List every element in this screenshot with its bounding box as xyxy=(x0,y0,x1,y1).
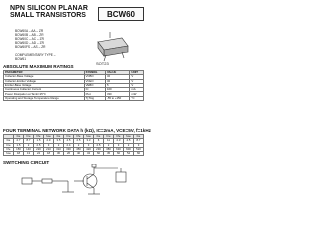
table-header-cell: hie xyxy=(14,135,24,139)
table-cell: 2.5 xyxy=(94,143,104,147)
table-cell: 1.5 xyxy=(34,139,44,143)
table-cell: 45 xyxy=(104,152,114,156)
table-cell: 26 xyxy=(64,152,74,156)
table-cell: hfe xyxy=(4,147,14,151)
table-cell: 60 xyxy=(114,152,124,156)
table-cell: 310 xyxy=(54,147,64,151)
abs-max-title: ABSOLUTE MAXIMUM RATINGS xyxy=(3,64,74,69)
table-cell: 4.5 xyxy=(64,139,74,143)
table-cell: Collector-Emitter Voltage xyxy=(4,79,85,83)
table-row xyxy=(4,96,144,100)
table-header-cell: UNIT xyxy=(130,71,144,75)
table-cell: VCBO xyxy=(84,75,105,79)
table-cell: V xyxy=(130,83,144,87)
table-cell: Collector-Base Voltage xyxy=(4,75,85,79)
variant-item: BCW60D – AD – ZR xyxy=(15,41,44,45)
table-cell: Power Dissipation at Tamb=25°C xyxy=(4,92,85,96)
variant-item: BCW60C – AC – ZR xyxy=(15,37,44,41)
table-cell: 4.5 xyxy=(124,139,134,143)
table-cell: hoe xyxy=(4,152,14,156)
table-cell: 1.5 xyxy=(14,143,24,147)
load-resistor-symbol xyxy=(92,164,96,167)
table-header-cell: hie xyxy=(94,135,104,139)
table-cell: hre xyxy=(4,143,14,147)
transistor-symbol xyxy=(83,174,97,188)
table-cell: 2.7 xyxy=(14,139,24,143)
table-header-cell: hre xyxy=(104,135,114,139)
table-cell: 32 xyxy=(105,79,129,83)
table-cell: 220 xyxy=(34,147,44,151)
table-cell: 520 xyxy=(134,147,144,151)
table-cell: 32 xyxy=(105,75,129,79)
table-cell: 3.3 xyxy=(84,139,94,143)
complementary-type: BCW61 xyxy=(15,57,26,61)
table-cell: 34 xyxy=(84,152,94,156)
table-cell: VCEO xyxy=(84,79,105,83)
table-cell: -55 to +150 xyxy=(105,96,129,100)
table-header-cell: VALUE xyxy=(105,71,129,75)
table-cell: Emitter-Base Voltage xyxy=(4,83,85,87)
part-number-badge: BCW60 xyxy=(98,7,144,21)
table-cell: 420 xyxy=(84,147,94,151)
table-cell: 2.3 xyxy=(114,139,124,143)
table-cell: hie xyxy=(4,139,14,143)
table-cell: 2 xyxy=(124,143,134,147)
table-cell: V xyxy=(130,75,144,79)
table-row xyxy=(4,152,144,156)
table-cell: IC xyxy=(84,88,105,92)
table-cell: 3 xyxy=(44,143,54,147)
table-cell: 380 xyxy=(104,147,114,151)
variant-item: BCW60A – AA – ZR xyxy=(15,29,44,33)
variant-item: BCW60B – AB – ZR xyxy=(15,33,44,37)
table-cell: 8.7 xyxy=(134,139,144,143)
table-cell: 2.5 xyxy=(74,139,84,143)
table-cell: 150 xyxy=(14,147,24,151)
table-cell: °C xyxy=(130,96,144,100)
table-cell: Continuous Collector Current xyxy=(4,88,85,92)
table-header-cell: hfe xyxy=(114,135,124,139)
table-cell: 18 xyxy=(14,152,24,156)
table-header-cell: hre xyxy=(24,135,34,139)
h-params-table xyxy=(3,134,144,156)
table-cell: 24 xyxy=(34,152,44,156)
table-cell: 3 xyxy=(114,143,124,147)
table-cell: 11 xyxy=(104,139,114,143)
table-cell: 2.9 xyxy=(44,139,54,143)
table-cell: 5 xyxy=(105,83,129,87)
title-line-2: SMALL TRANSISTORS xyxy=(10,12,86,19)
switching-title: SWITCHING CIRCUIT xyxy=(3,160,50,165)
table-cell: Operating and Storage Temperature Range xyxy=(4,96,85,100)
table-header-cell: hoe xyxy=(84,135,94,139)
complementary-label: COMPLEMENTARY TYPE – xyxy=(15,53,56,57)
table-cell: 30 xyxy=(54,152,64,156)
table-cell: 6 xyxy=(94,139,104,143)
title-line-1: NPN SILICON PLANAR xyxy=(10,5,89,12)
table-cell: mA xyxy=(130,88,144,92)
table-cell: 3 xyxy=(134,143,144,147)
table-cell: 450 xyxy=(74,147,84,151)
table-cell: 18 xyxy=(44,152,54,156)
variant-item: BCW60FS – AS – ZR xyxy=(15,45,46,49)
table-cell: V xyxy=(130,79,144,83)
table-cell: 2.5 xyxy=(34,143,44,147)
table-header-cell: hie xyxy=(54,135,64,139)
table-cell: 2.4 xyxy=(64,143,74,147)
table-header-cell: hoe xyxy=(44,135,54,139)
table-cell: 2 xyxy=(54,143,64,147)
table-cell: 3.5 xyxy=(54,139,64,143)
table-cell: VEBO xyxy=(84,83,105,87)
abs-max-table xyxy=(3,70,144,101)
table-cell: 100 xyxy=(105,88,129,92)
input-resistor-symbol xyxy=(42,179,52,183)
table-cell: 40 xyxy=(74,152,84,156)
oscilloscope-symbol xyxy=(116,172,126,182)
table-cell: 3 xyxy=(84,143,94,147)
table-cell: 2 xyxy=(104,143,114,147)
table-cell: mW xyxy=(130,92,144,96)
switching-circuit-diagram xyxy=(18,164,138,196)
table-header-cell: hie xyxy=(134,135,144,139)
table-cell: 54 xyxy=(124,152,134,156)
table-header-cell: PARAMETER xyxy=(4,71,85,75)
table-cell: Ptot xyxy=(84,92,105,96)
table-cell: 2 xyxy=(74,143,84,147)
pulse-source-symbol xyxy=(22,178,32,184)
table-header-cell: hfe xyxy=(74,135,84,139)
table-cell: 210 xyxy=(44,147,54,151)
table-cell: 330 xyxy=(64,147,74,151)
table-cell: Tj;Tstg xyxy=(84,96,105,100)
table-cell: 630 xyxy=(114,147,124,151)
table-cell: 13 xyxy=(24,152,34,156)
table-cell: 60 xyxy=(134,152,144,156)
table-cell: 2 xyxy=(24,143,34,147)
h-params-title: FOUR TERMINAL NETWORK DATA h (kΩ), IC=2mA, VCE=5V, f=1kHz xyxy=(3,128,151,133)
table-header-cell: hre xyxy=(64,135,74,139)
table-header-cell: hfe xyxy=(34,135,44,139)
table-cell: 8.7 xyxy=(24,139,34,143)
table-cell: 230 xyxy=(94,147,104,151)
table-cell: 60 xyxy=(94,152,104,156)
table-header-cell: SYMBOL xyxy=(84,71,105,75)
table-cell: 600 xyxy=(124,147,134,151)
variant-list xyxy=(15,29,45,49)
sot23-package-diagram xyxy=(90,30,134,66)
table-cell: 140 xyxy=(24,147,34,151)
package-label: SOT23 xyxy=(96,61,109,66)
table-header-cell: hoe xyxy=(124,135,134,139)
table-cell: 330 xyxy=(105,92,129,96)
